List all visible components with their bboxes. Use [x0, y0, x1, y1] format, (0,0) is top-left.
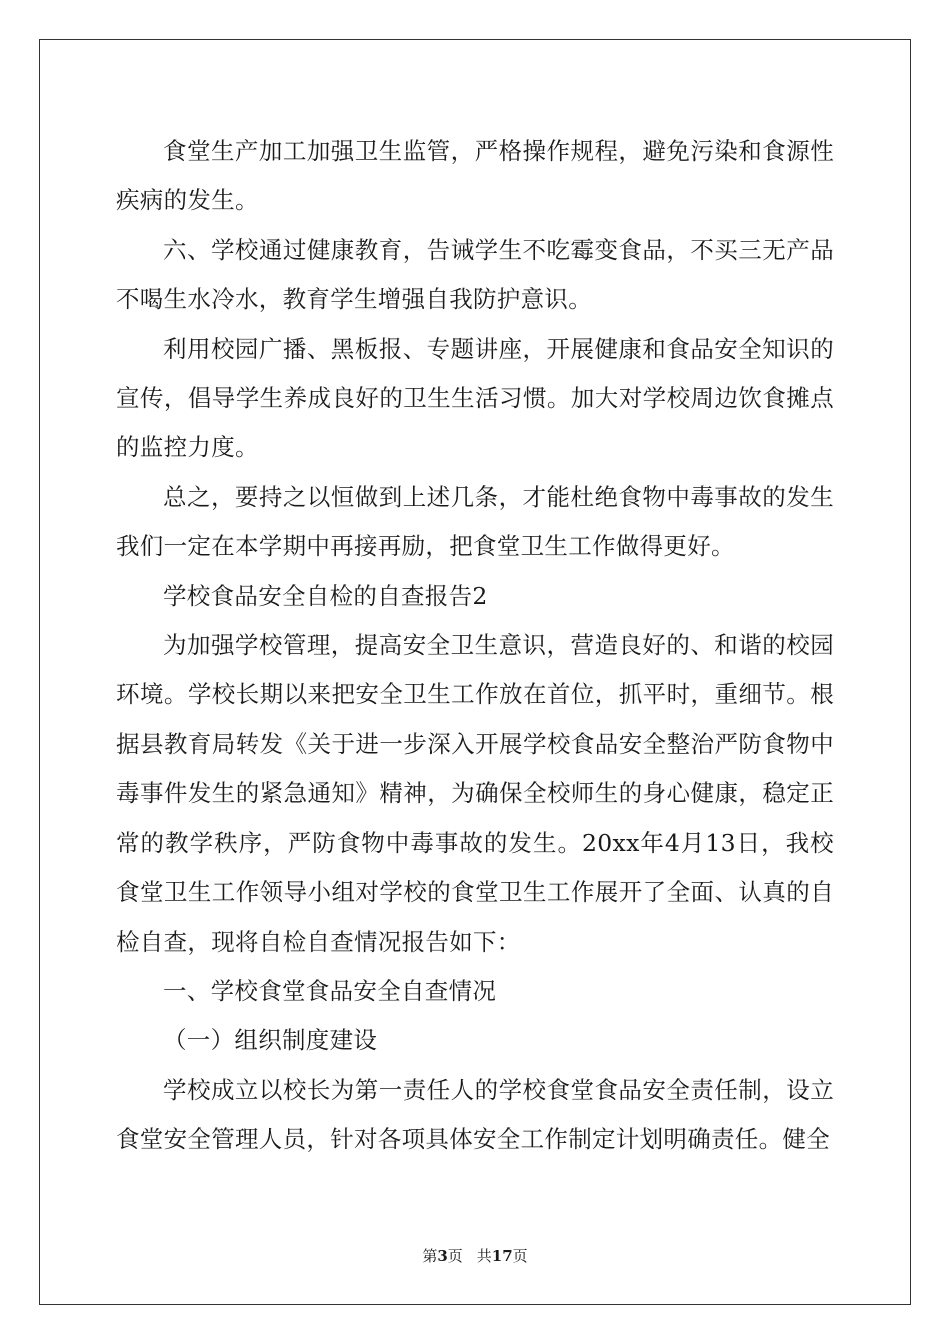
total-pages: 17	[491, 1247, 513, 1265]
subsection-heading-1: （一）组织制度建设	[163, 1026, 378, 1055]
paragraph-introduction: 为加强学校管理，提高安全卫生意识，营造良好的、和谐的校园环境。学校长期以来把安全卫生工作放在首位，抓平时，重细节。根据县教育局转发《关于进一步深入开展学校食品安全整治严防食物中毒事件发生的紧急通知》精神，为确保全校师生的身心健康，稳定正常的教学秩序，严防食物中毒事故的发生。20xx年4月13日，我校食堂卫生工作领导小组对学校的食堂卫生工作展开了全面、认真的自检自查，现将自检自查情况报告如下：	[116, 631, 834, 956]
paragraph-conclusion: 总之，要持之以恒做到上述几条，才能杜绝食物中毒事故的发生我们一定在本学期中再接再励，把食堂卫生工作做得更好。	[116, 482, 834, 561]
page-prefix: 第	[422, 1247, 438, 1265]
paragraph-publicity: 利用校园广播、黑板报、专题讲座，开展健康和食品安全知识的宣传，倡导学生养成良好的卫生生活习惯。加大对学校周边饮食摊点的监控力度。	[116, 334, 834, 462]
page-number: 3	[437, 1247, 448, 1265]
page-suffix: 页	[447, 1247, 463, 1265]
total-prefix: 共	[476, 1247, 492, 1265]
paragraph-health-education: 六、学校通过健康教育，告诫学生不吃霉变食品，不买三无产品不喝生水冷水，教育学生增强自我防护意识。	[116, 235, 834, 314]
paragraph-canteen-supervision: 食堂生产加工加强卫生监管，严格操作规程，避免污染和食源性疾病的发生。	[116, 137, 834, 215]
paragraph-organization: 学校成立以校长为第一责任人的学校食堂食品安全责任制，设立食堂安全管理人员，针对各项具体安全工作制定计划明确责任。健全	[116, 1075, 834, 1154]
page-footer	[0, 1246, 950, 1266]
total-suffix: 页	[512, 1247, 528, 1265]
report-title-2: 学校食品安全自检的自查报告2	[163, 581, 488, 610]
document-body	[116, 127, 834, 1165]
section-heading-1: 一、学校食堂食品安全自查情况	[163, 976, 497, 1005]
